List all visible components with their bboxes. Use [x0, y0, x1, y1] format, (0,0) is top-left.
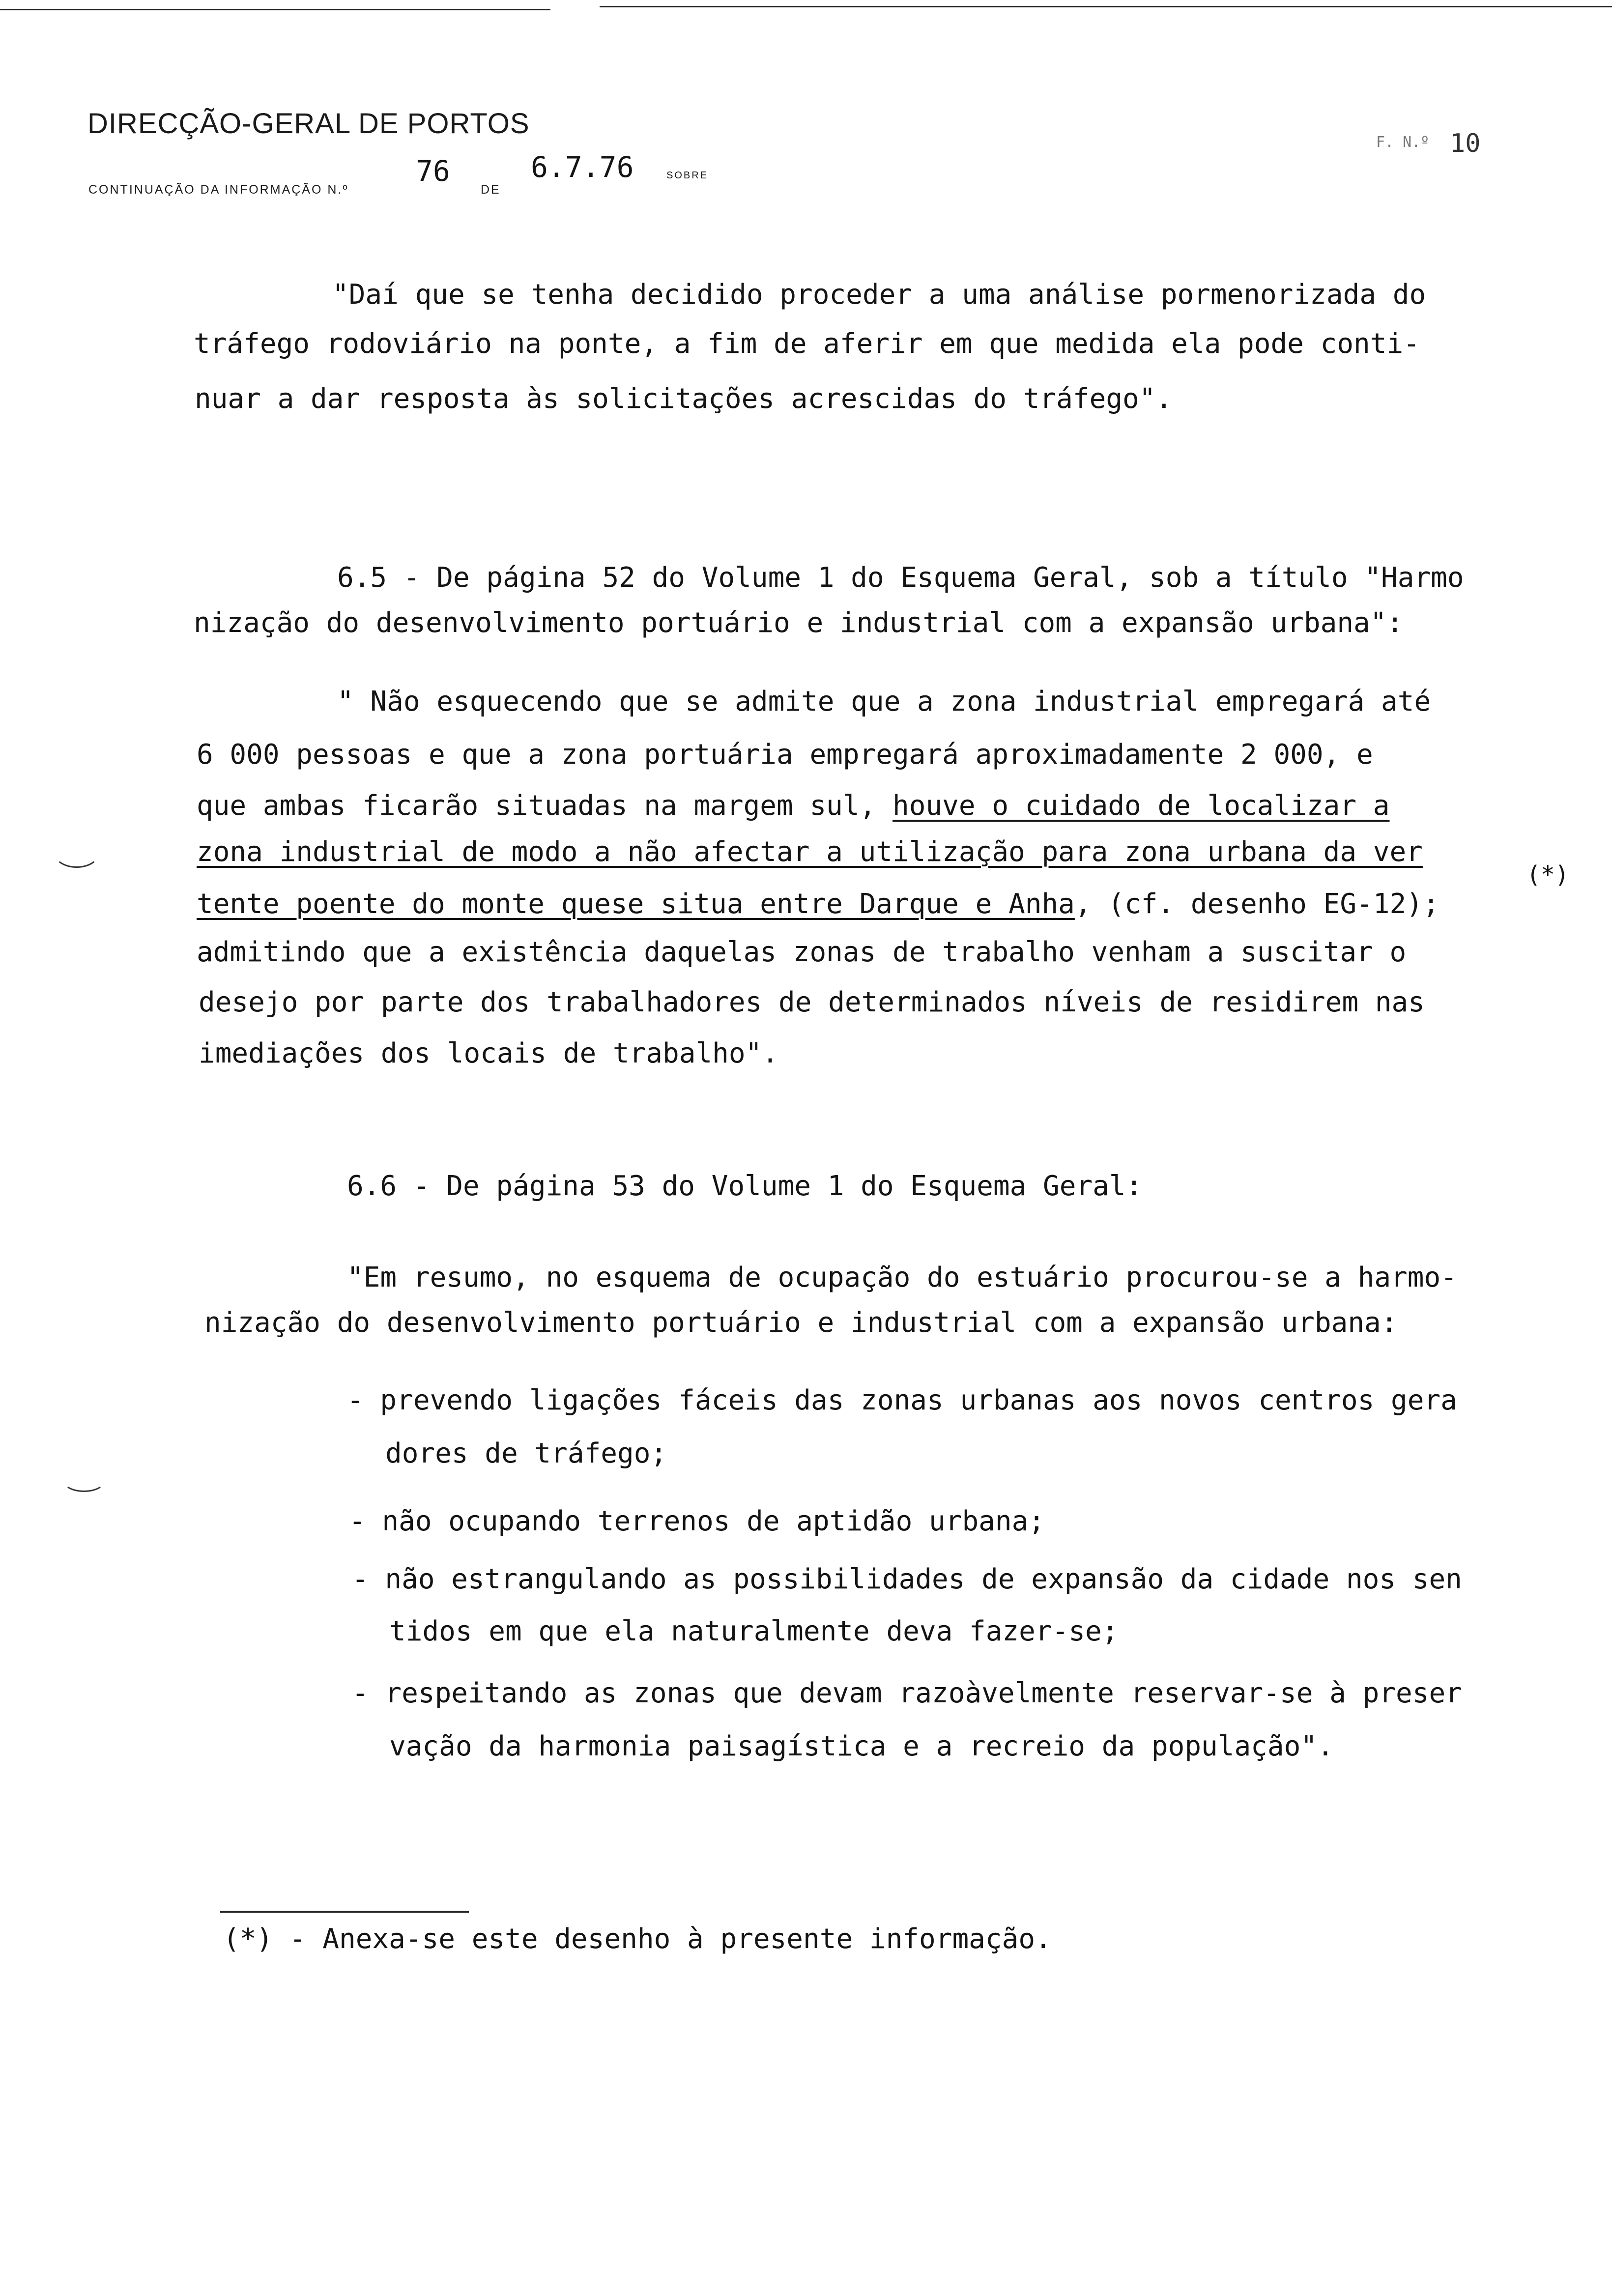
top-rule-right [600, 6, 1612, 7]
bullet-item: - prevendo ligações fáceis das zonas urbanas aos novos centros gera [347, 1384, 1457, 1416]
margin-mark [53, 835, 100, 868]
bullet-item-cont: tidos em que ela naturalmente deva fazer-se; [389, 1615, 1119, 1647]
info-number: 76 [416, 154, 450, 188]
bullet-item: - não ocupando terrenos de aptidão urbana; [349, 1505, 1045, 1537]
bullet-item: - não estrangulando as possibilidades de expansão da cidade nos sen [352, 1563, 1462, 1595]
top-rule-left [0, 9, 550, 10]
heading-line: 6.5 - De página 52 do Volume 1 do Esquema Geral, sob a título "Harmo [337, 562, 1464, 594]
plain-text: que ambas ficarão situadas na margem sul, [197, 790, 893, 822]
page-label: F. N.º [1376, 134, 1430, 151]
plain-text: , (cf. desenho EG-12); [1074, 888, 1439, 920]
underlined-text: zona industrial de modo a não afectar a utilização para zona urbana da ver [197, 836, 1423, 868]
sobre-label: SOBRE [666, 170, 709, 181]
s65-quote-line: admitindo que a existência daquelas zonas de trabalho venham a suscitar o [197, 936, 1407, 968]
s66-intro-line: nização do desenvolvimento portuário e industrial com a expansão urbana: [204, 1307, 1398, 1339]
s65-quote-line: imediações dos locais de trabalho". [199, 1037, 779, 1069]
quote1-line: "Daí que se tenha decidido proceder a uma análise pormenorizada do [332, 279, 1426, 311]
bullet-item-cont: dores de tráfego; [385, 1437, 667, 1469]
continuation-label: CONTINUAÇÃO DA INFORMAÇÃO N.º [88, 183, 349, 197]
s65-quote-line [197, 792, 1389, 820]
de-label: DE [481, 183, 501, 197]
underlined-text: houve o cuidado de localizar a [892, 790, 1390, 822]
page-number: 10 [1450, 129, 1481, 158]
s65-quote-line [197, 838, 1423, 866]
bullet-item-cont: vação da harmonia paisagística e a recreio da população". [389, 1730, 1334, 1762]
footnote-rule [220, 1911, 469, 1913]
margin-mark [63, 1469, 105, 1492]
header-title: DIRECÇÃO-GERAL DE PORTOS [87, 108, 530, 140]
s65-quote-line: desejo por parte dos trabalhadores de determinados níveis de residirem nas [199, 986, 1425, 1018]
bullet-item: - respeitando as zonas que devam razoàvelmente reservar-se à preser [352, 1677, 1462, 1709]
footnote-text: (*) - Anexa-se este desenho à presente informação. [223, 1923, 1052, 1955]
s65-quote-line [197, 890, 1439, 918]
section-6-6-heading: 6.6 - De página 53 do Volume 1 do Esquema Geral: [347, 1170, 1143, 1202]
section-6-5-heading-cont: nização do desenvolvimento portuário e industrial com a expansão urbana": [194, 607, 1404, 639]
info-date: 6.7.76 [531, 150, 634, 184]
footnote-marker: (*) [1526, 861, 1569, 889]
quote1-line: nuar a dar resposta às solicitações acrescidas do tráfego". [195, 383, 1173, 415]
quote1-line: tráfego rodoviário na ponte, a fim de aferir em que medida ela pode conti- [194, 328, 1420, 360]
underlined-text: tente poente do monte quese situa entre Darque e Anha [197, 888, 1075, 920]
s65-quote-line: " Não esquecendo que se admite que a zona industrial empregará até [337, 686, 1431, 718]
section-6-5-heading [337, 564, 1464, 592]
s65-quote-line: 6 000 pessoas e que a zona portuária empregará aproximadamente 2 000, e [197, 739, 1373, 771]
s66-intro-line: "Em resumo, no esquema de ocupação do estuário procurou-se a harmo- [347, 1262, 1457, 1293]
